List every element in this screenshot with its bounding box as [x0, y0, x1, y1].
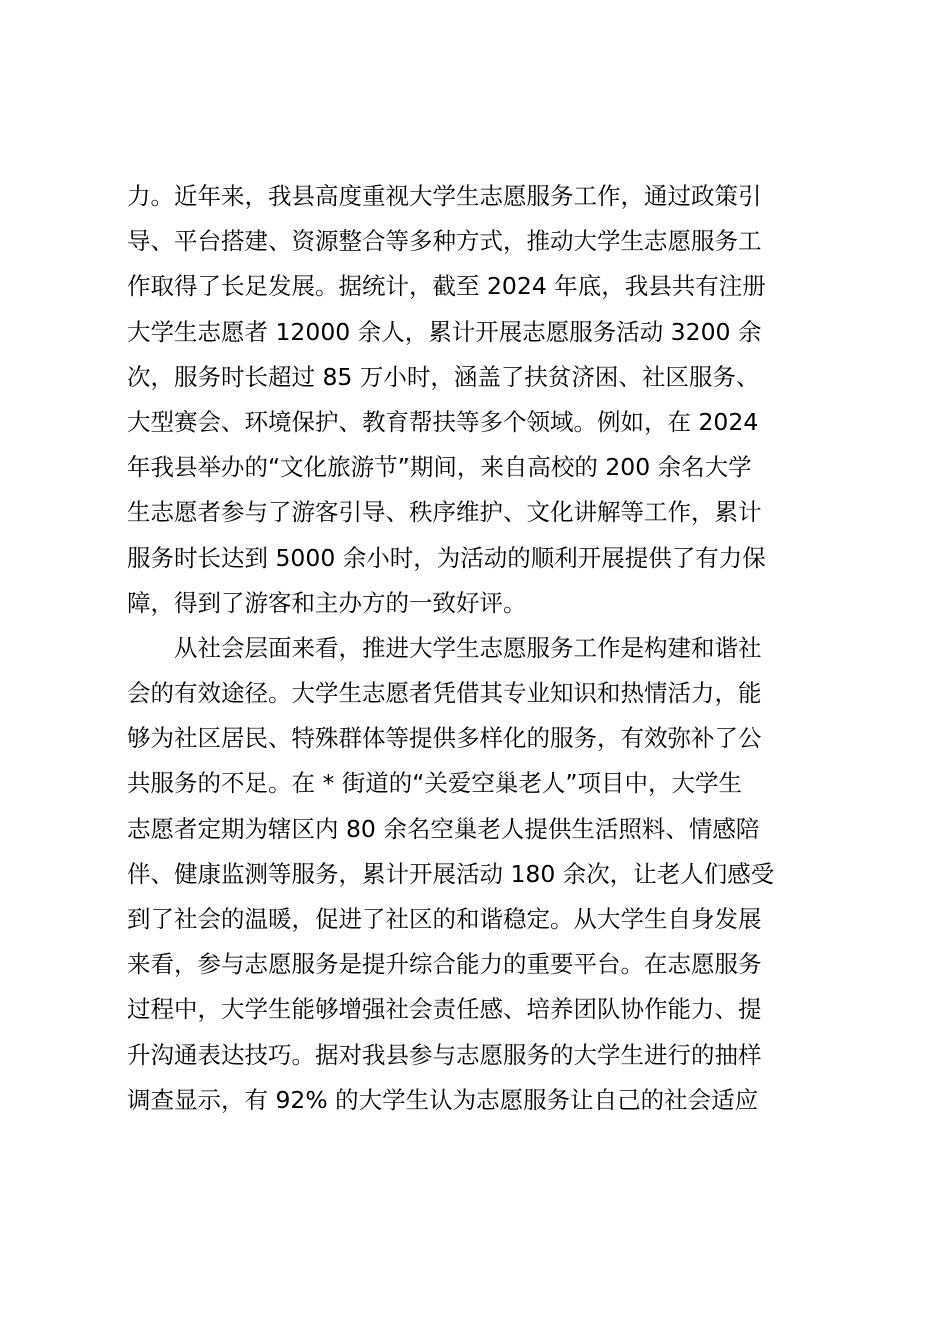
text-line: 服务时长达到 5000 余小时，为活动的顺利开展提供了有力保: [127, 543, 766, 572]
text-line: 障，得到了游客和主办方的一致好评。: [127, 588, 527, 617]
text-line: 大型赛会、环境保护、教育帮扶等多个领域。例如，在 2024: [127, 407, 759, 436]
text-line: 生志愿者参与了游客引导、秩序维护、文化讲解等工作，累计: [127, 498, 762, 527]
text-line: 导、平台搭建、资源整合等多种方式，推动大学生志愿服务工: [127, 227, 762, 256]
text-line: 志愿者定期为辖区内 80 余名空巢老人提供生活照料、情感陪: [127, 814, 760, 843]
text-line: 大学生志愿者 12000 余人，累计开展志愿服务活动 3200 余: [127, 317, 762, 346]
text-line: 到了社会的温暖，促进了社区的和谐稳定。从大学生自身发展: [127, 905, 762, 933]
text-line: 调查显示，有 92% 的大学生认为志愿服务让自己的社会适应: [127, 1085, 759, 1114]
text-line: 年我县举办的“文化旅游节”期间，来自高校的 200 余名大学: [127, 453, 752, 482]
paragraph-1: [127, 174, 847, 626]
text-line: 次，服务时长超过 85 万小时，涵盖了扶贫济困、社区服务、: [127, 362, 760, 391]
text-line: 升沟通表达技巧。据对我县参与志愿服务的大学生进行的抽样: [127, 1040, 762, 1069]
text-line: 会的有效途径。大学生志愿者凭借其专业知识和热情活力，能: [127, 679, 762, 708]
text-line: 过程中，大学生能够增强社会责任感、培养团队协作能力、提: [127, 995, 762, 1024]
text-line: 来看，参与志愿服务是提升综合能力的重要平台。在志愿服务: [127, 950, 762, 979]
body-text: [127, 174, 847, 1123]
text-line-indented: 从社会层面来看，推进大学生志愿服务工作是构建和谐社: [174, 633, 762, 662]
text-line: 共服务的不足。在 * 街道的“关爱空巢老人”项目中，大学生: [127, 769, 743, 798]
text-line: 作取得了长足发展。据统计，截至 2024 年底，我县共有注册: [127, 272, 766, 301]
paragraph-2: [127, 626, 847, 1123]
text-line: 够为社区居民、特殊群体等提供多样化的服务，有效弥补了公: [127, 724, 762, 753]
text-line: 伴、健康监测等服务，累计开展活动 180 余次，让老人们感受: [127, 859, 775, 888]
text-line: 力。近年来，我县高度重视大学生志愿服务工作，通过政策引: [127, 182, 762, 210]
